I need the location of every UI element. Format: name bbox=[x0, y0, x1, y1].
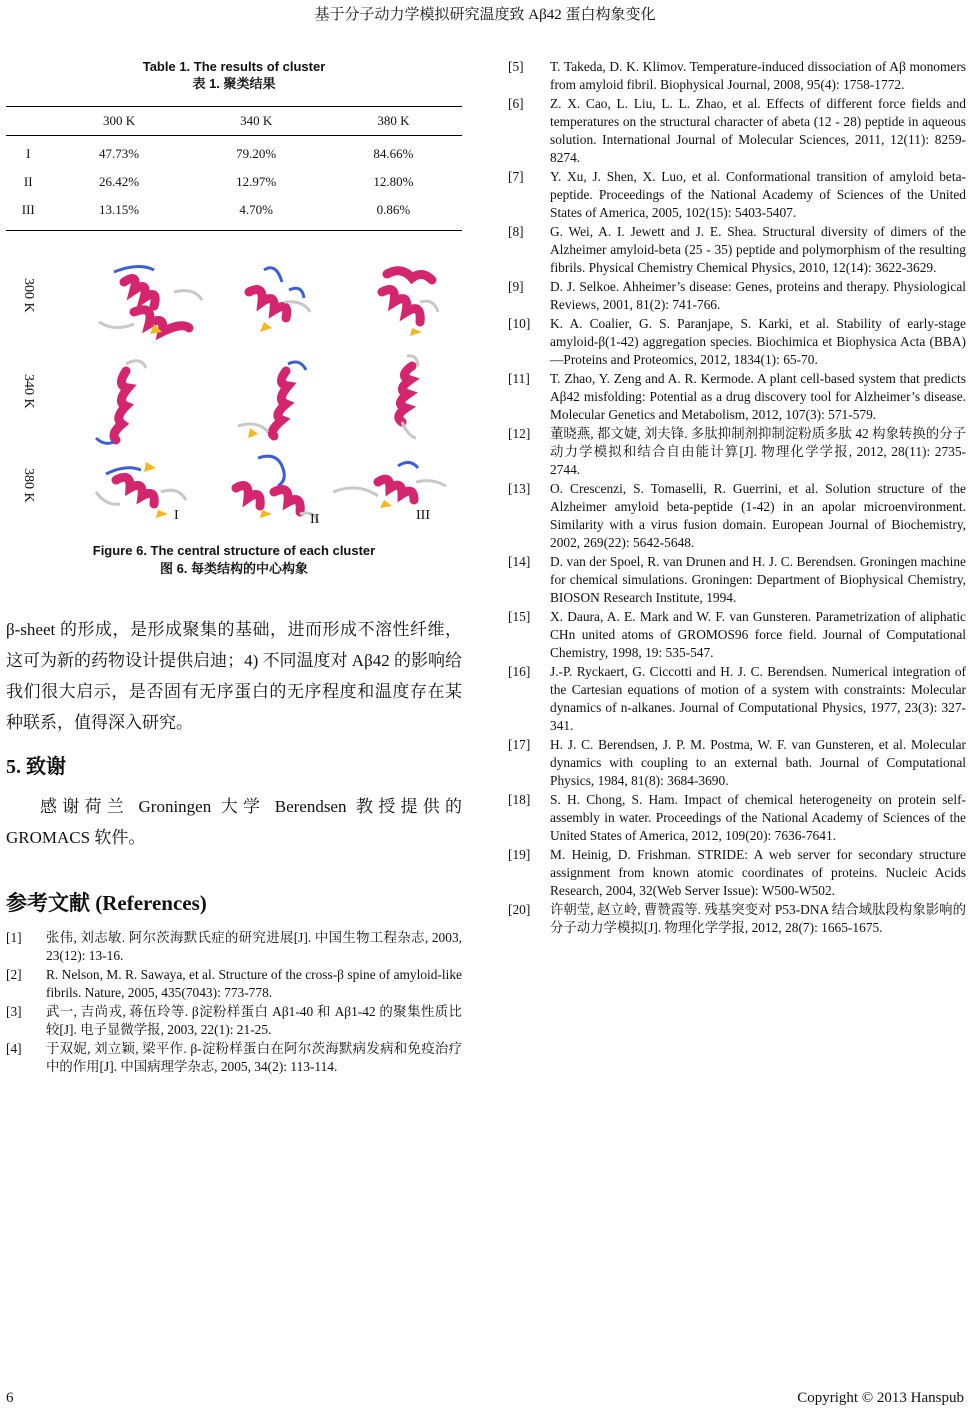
table-header-cell: 380 K bbox=[377, 113, 410, 128]
reference-item bbox=[6, 966, 462, 1002]
table-cell: 26.42% bbox=[99, 174, 140, 189]
figure-caption-cn: 图 6. 每类结构的中心构象 bbox=[159, 561, 309, 576]
table-row bbox=[6, 168, 462, 196]
reference-number: [11] bbox=[508, 371, 530, 386]
reference-text: M. Heinig, D. Frishman. STRIDE: A web server for secondary structure assignment from known atomic coordinates of proteins. Nucleic Acids Research, 2004, 32(Web Server Issue): W500-W502. bbox=[550, 847, 966, 898]
reference-text: 武一, 吉尚戎, 蒋伍玲等. β淀粉样蛋白 Aβ1-40 和 Aβ1-42 的聚集性质比较[J]. 电子显微学报, 2003, 22(1): 21-25. bbox=[46, 1004, 462, 1037]
reference-item bbox=[508, 663, 966, 735]
reference-text: K. A. Coalier, G. S. Paranjape, S. Karki, et al. Stability of early-stage amyloid-β(1-42) aggregation species. Biochimica et Biophysica Acta (BBA)—Proteins and Proteomics, 2012, 1834(1): 65-70. bbox=[550, 316, 966, 367]
protein-structure-300k-ii bbox=[224, 262, 324, 342]
reference-text: Y. Xu, J. Shen, X. Luo, et al. Conformational transition of amyloid beta-peptide. Proceedings of the National Academy of Sciences of the United States of America, 2005, 102(15): 5403-5407. bbox=[550, 169, 966, 220]
reference-text: G. Wei, A. I. Jewett and J. E. Shea. Structural diversity of dimers of the Alzheimer amyloid-beta (25 - 35) peptide and polymorphism of the resulting fibrils. Physical Chemistry Chemical Physics, 2010, 12(14): 3622-3629. bbox=[550, 224, 966, 275]
reference-item bbox=[508, 370, 966, 424]
reference-number: [7] bbox=[508, 169, 524, 184]
table-cell: 4.70% bbox=[188, 196, 325, 231]
table-cell: 0.86% bbox=[325, 196, 462, 231]
reference-item bbox=[508, 846, 966, 900]
reference-item bbox=[508, 315, 966, 369]
reference-text: R. Nelson, M. R. Sawaya, et al. Structure of the cross-β spine of amyloid-like fibrils. Nature, 2005, 435(7043): 773-778. bbox=[46, 967, 462, 1000]
reference-text: H. J. C. Berendsen, J. P. M. Postma, W. F. van Gunsteren, et al. Molecular dynamics with coupling to an external bath. Journal of Computational Physics, 1984, 81(8): 3684-3690. bbox=[550, 737, 966, 788]
left-column bbox=[6, 58, 462, 1077]
reference-number: [1] bbox=[6, 930, 22, 945]
row-label-340k: 340 K bbox=[21, 374, 36, 409]
reference-text: 董晓燕, 都文婕, 刘夫锋. 多肽抑制剂抑制淀粉质多肽 42 构象转换的分子动力学模拟和结合自由能计算[J]. 物理化学学报, 2012, 28(11): 2735-2744. bbox=[550, 426, 966, 477]
reference-item bbox=[508, 168, 966, 222]
table-caption-en: Table 1. The results of cluster bbox=[142, 59, 326, 74]
reference-item bbox=[6, 1040, 462, 1076]
reference-text: X. Daura, A. E. Mark and W. F. van Gunsteren. Parametrization of aliphatic CHn united atoms of GROMOS96 force field. Journal of Computational Chemistry, 1998, 19: 535-547. bbox=[550, 609, 966, 660]
row-label-300k: 300 K bbox=[21, 278, 36, 313]
reference-item bbox=[508, 425, 966, 479]
right-column bbox=[508, 58, 966, 938]
reference-text: 张伟, 刘志敏. 阿尔茨海默氏症的研究进展[J]. 中国生物工程杂志, 2003, 23(12): 13-16. bbox=[46, 930, 462, 963]
table-row bbox=[6, 196, 462, 231]
reference-item bbox=[6, 929, 462, 965]
references-list-right bbox=[508, 58, 966, 937]
reference-number: [20] bbox=[508, 902, 531, 917]
reference-number: [12] bbox=[508, 426, 531, 441]
reference-number: [13] bbox=[508, 481, 531, 496]
reference-number: [14] bbox=[508, 554, 531, 569]
table-row bbox=[6, 136, 462, 169]
reference-item bbox=[508, 736, 966, 790]
table-cell: III bbox=[6, 196, 50, 231]
reference-text: Z. X. Cao, L. Liu, L. L. Zhao, et al. Effects of different force fields and temperatures on the structural character of abeta (12 - 28) peptide in aqueous solution. International Journal of Molecular Sciences, 2011, 12(11): 8259-8274. bbox=[550, 96, 966, 165]
reference-number: [4] bbox=[6, 1041, 22, 1056]
table-header-cell: 300 K bbox=[102, 113, 136, 128]
reference-number: [8] bbox=[508, 224, 524, 239]
references-heading: 参考文献 (References) bbox=[6, 891, 207, 915]
reference-item bbox=[508, 58, 966, 94]
table-cell: 79.20% bbox=[236, 146, 277, 161]
reference-number: [2] bbox=[6, 967, 22, 982]
table-cell: I bbox=[26, 146, 31, 161]
cluster-structures-figure bbox=[6, 256, 462, 526]
copyright-notice: Copyright © 2013 Hanspub bbox=[797, 1390, 964, 1406]
reference-item bbox=[508, 608, 966, 662]
reference-number: [10] bbox=[508, 316, 531, 331]
reference-number: [17] bbox=[508, 737, 531, 752]
reference-item bbox=[508, 553, 966, 607]
reference-item bbox=[508, 901, 966, 937]
table-cell: 12.80% bbox=[373, 174, 414, 189]
reference-number: [19] bbox=[508, 847, 531, 862]
protein-structure-380k-i bbox=[86, 452, 196, 532]
reference-item bbox=[508, 791, 966, 845]
reference-text: S. H. Chong, S. Ham. Impact of chemical heterogeneity on protein self-assembly in water. Proceedings of the National Academy of Sciences of the United States of America, 2012, 109(20): 7636-7641. bbox=[550, 792, 966, 843]
table-cell: 13.15% bbox=[50, 196, 187, 231]
protein-structure-380k-iii bbox=[328, 452, 458, 522]
acknowledgement-heading: 5. 致谢 bbox=[6, 756, 66, 778]
cluster-table bbox=[6, 106, 462, 231]
reference-number: [3] bbox=[6, 1004, 22, 1019]
body-paragraph: β-sheet 的形成，是形成聚集的基础，进而形成不溶性纤维，这可为新的药物设计提供启迪；4) 不同温度对 Aβ42 的影响给我们很大启示，是否固有无序蛋白的无序程度和温度存在某种联系，值得深入研究。 bbox=[6, 620, 462, 732]
reference-text: J.-P. Ryckaert, G. Ciccotti and H. J. C. Berendsen. Numerical integration of the Cartesian equations of motion of a system with constraints: Molecular dynamics of n-alkanes. Journal of Computational Physics, 1977, 23(3): 327-341. bbox=[550, 664, 966, 733]
col-label-ii: II bbox=[310, 512, 320, 527]
row-label-380k: 380 K bbox=[21, 468, 36, 503]
table-header-row bbox=[6, 107, 462, 136]
protein-structure-340k-i bbox=[86, 356, 156, 446]
reference-item bbox=[508, 223, 966, 277]
col-label-i: I bbox=[174, 508, 179, 523]
protein-structure-340k-iii bbox=[382, 352, 432, 442]
protein-structure-300k-iii bbox=[362, 262, 457, 342]
reference-item bbox=[508, 480, 966, 552]
reference-number: [6] bbox=[508, 96, 524, 111]
reference-number: [5] bbox=[508, 59, 524, 74]
reference-item bbox=[6, 1003, 462, 1039]
reference-number: [18] bbox=[508, 792, 531, 807]
figure-caption-en: Figure 6. The central structure of each cluster bbox=[92, 543, 376, 558]
reference-text: 于双妮, 刘立颖, 梁平作. β-淀粉样蛋白在阿尔茨海默病发病和免疫治疗中的作用[J]. 中国病理学杂志, 2005, 34(2): 113-114. bbox=[46, 1041, 462, 1074]
table-cell: 47.73% bbox=[99, 146, 140, 161]
reference-text: D. J. Selkoe. Ahheimer’s disease: Genes, proteins and therapy. Physiological Reviews, 2001, 81(2): 741-766. bbox=[550, 279, 966, 312]
reference-text: T. Zhao, Y. Zeng and A. R. Kermode. A plant cell-based system that predicts Aβ42 misfolding: Potential as a drug discovery tool for Alzheimer’s disease. Molecular Genetics and Metabolism, 2012, 107(3): 571-579. bbox=[550, 371, 966, 422]
protein-structure-300k-i bbox=[94, 262, 209, 342]
reference-text: 许朝莹, 赵立岭, 曹赞霞等. 残基突变对 P53-DNA 结合域肽段构象影响的分子动力学模拟[J]. 物理化学学报, 2012, 28(7): 1665-1675. bbox=[550, 902, 966, 935]
col-label-iii: III bbox=[416, 508, 430, 523]
protein-structure-340k-ii bbox=[228, 356, 328, 446]
table-cell: II bbox=[23, 174, 33, 189]
body-text bbox=[6, 614, 462, 853]
page-number: 6 bbox=[6, 1390, 14, 1406]
reference-text: D. van der Spoel, R. van Drunen and H. J. C. Berendsen. Groningen machine for chemical simulations. Groningen: Department of Biophysical Chemistry, BIOSON Research Institute, 1994. bbox=[550, 554, 966, 605]
reference-number: [16] bbox=[508, 664, 531, 679]
table-caption-cn: 表 1. 聚类结果 bbox=[192, 76, 276, 91]
table-cell: 12.97% bbox=[236, 174, 277, 189]
table-header-cell bbox=[6, 107, 50, 136]
table-header-cell: 340 K bbox=[240, 113, 273, 128]
table-cell: 84.66% bbox=[373, 146, 414, 161]
acknowledgement-text: 感谢荷兰 Groningen 大学 Berendsen 教授提供的 GROMACS 软件。 bbox=[6, 797, 462, 847]
reference-item bbox=[508, 278, 966, 314]
reference-number: [9] bbox=[508, 279, 524, 294]
reference-number: [15] bbox=[508, 609, 531, 624]
reference-item bbox=[508, 95, 966, 167]
reference-text: T. Takeda, D. K. Klimov. Temperature-induced dissociation of Aβ monomers from amyloid fibril. Biophysical Journal, 2008, 95(4): 1758-1772. bbox=[550, 59, 966, 92]
references-list-left bbox=[6, 929, 462, 1076]
reference-text: O. Crescenzi, S. Tomaselli, R. Guerrini, et al. Solution structure of the Alzheimer amyloid beta-peptide (1-42) in an apolar microenvironment. Similarity with a virus fusion domain. European Journal of Biochemistry, 2002, 269(22): 5642-5648. bbox=[550, 481, 966, 550]
running-header: 基于分子动力学模拟研究温度致 Aβ42 蛋白构象变化 bbox=[314, 7, 656, 23]
